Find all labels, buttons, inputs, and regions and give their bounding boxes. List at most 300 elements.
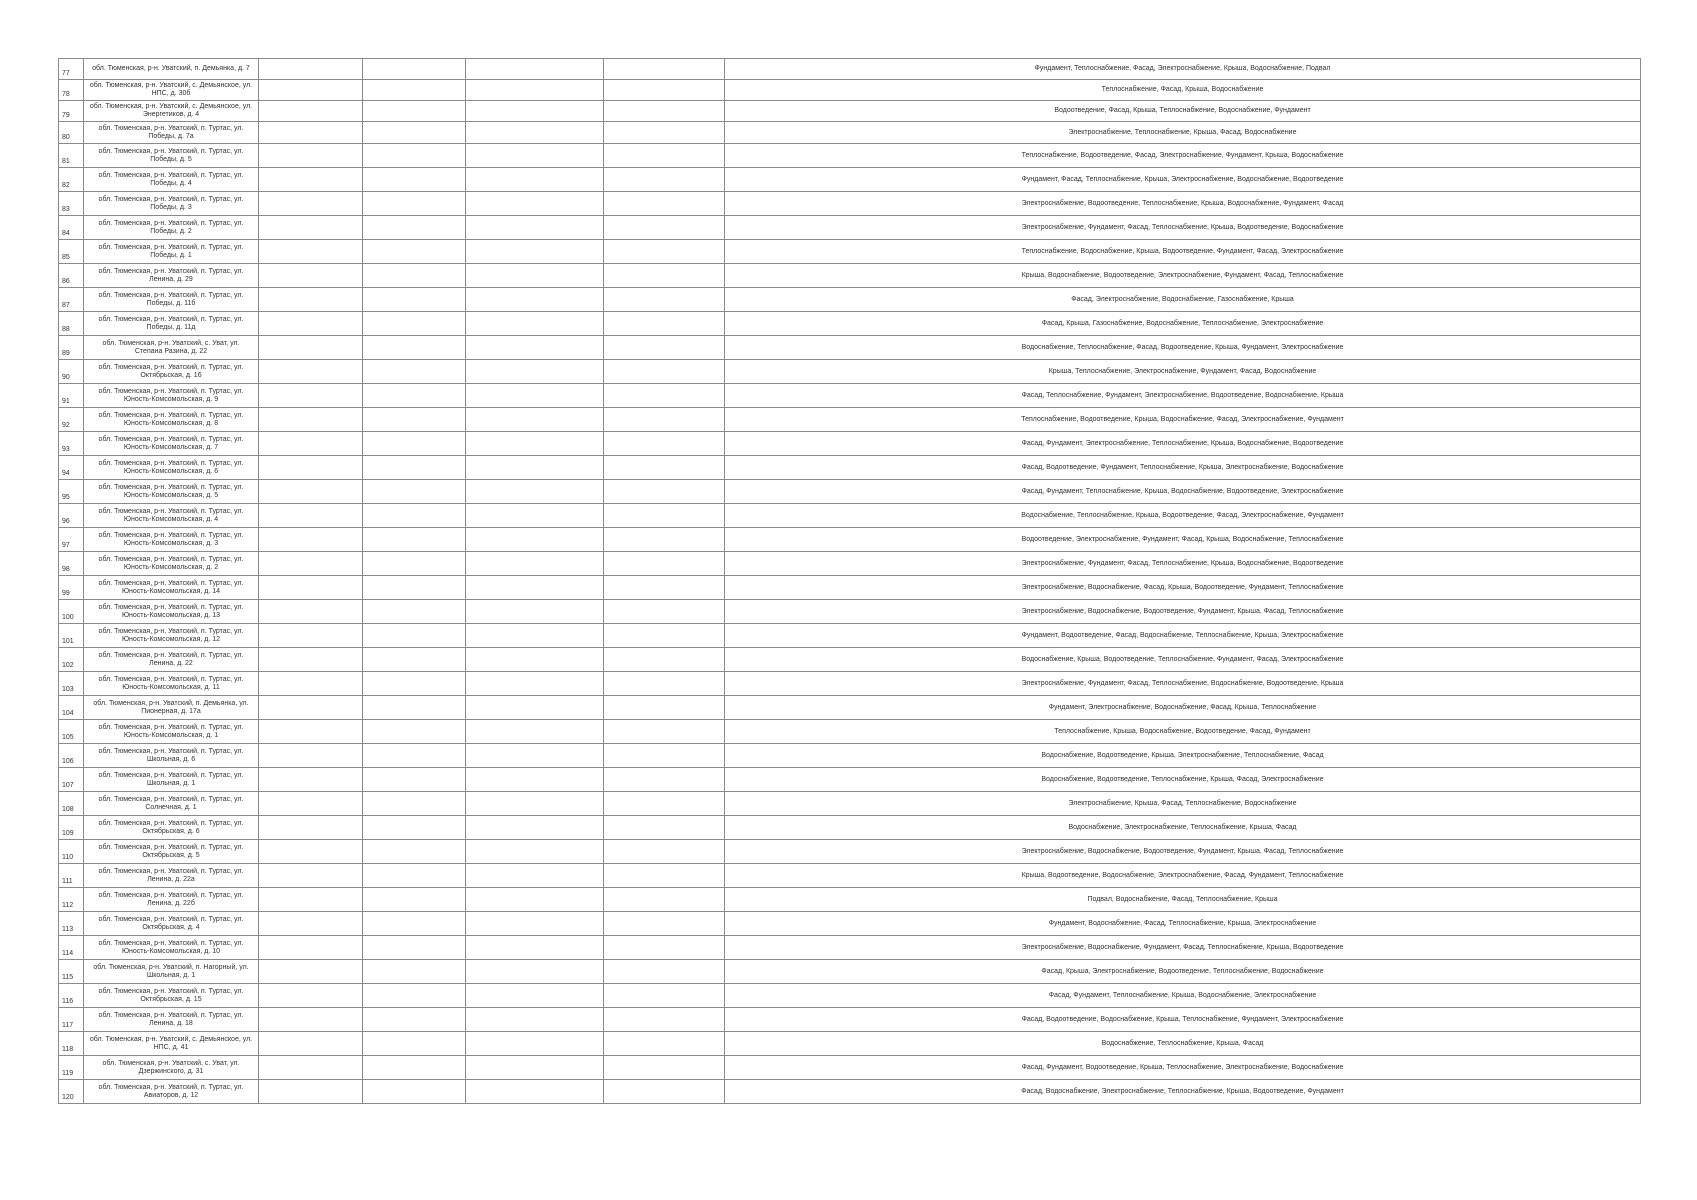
empty-cell <box>259 1056 363 1080</box>
row-number: 113 <box>59 912 84 936</box>
row-number: 81 <box>59 144 84 168</box>
empty-cell <box>259 192 363 216</box>
empty-cell <box>604 1008 725 1032</box>
work-types-cell: Фундамент, Электроснабжение, Водоснабжение, Фасад, Крыша, Теплоснабжение <box>725 696 1641 720</box>
empty-cell <box>604 80 725 101</box>
address-cell: обл. Тюменская, р-н. Уватский, п. Туртас, ул. Юность-Комсомольская, д. 9 <box>84 384 259 408</box>
address-cell: обл. Тюменская, р-н. Уватский, п. Туртас, ул. Юность-Комсомольская, д. 12 <box>84 624 259 648</box>
work-types-cell: Водоснабжение, Электроснабжение, Теплоснабжение, Крыша, Фасад <box>725 816 1641 840</box>
empty-cell <box>466 168 604 192</box>
address-cell: обл. Тюменская, р-н. Уватский, п. Туртас, ул. Юность-Комсомольская, д. 5 <box>84 480 259 504</box>
address-cell: обл. Тюменская, р-н. Уватский, п. Туртас, ул. Победы, д. 11д <box>84 312 259 336</box>
address-cell: обл. Тюменская, р-н. Уватский, п. Туртас, ул. Победы, д. 2 <box>84 216 259 240</box>
work-types-cell: Фасад, Электроснабжение, Водоснабжение, Газоснабжение, Крыша <box>725 288 1641 312</box>
row-number: 93 <box>59 432 84 456</box>
empty-cell <box>363 792 466 816</box>
table-row <box>59 768 1641 792</box>
address-cell: обл. Тюменская, р-н. Уватский, с. Демьянское, ул. НПС, д. 30б <box>84 80 259 101</box>
empty-cell <box>604 312 725 336</box>
empty-cell <box>259 960 363 984</box>
work-types-cell: Теплоснабжение, Фасад, Крыша, Водоснабжение <box>725 80 1641 101</box>
address-cell: обл. Тюменская, р-н. Уватский, п. Туртас, ул. Октябрьская, д. 4 <box>84 912 259 936</box>
table-row <box>59 480 1641 504</box>
empty-cell <box>466 360 604 384</box>
empty-cell <box>363 744 466 768</box>
empty-cell <box>604 216 725 240</box>
empty-cell <box>259 696 363 720</box>
empty-cell <box>604 912 725 936</box>
empty-cell <box>363 936 466 960</box>
empty-cell <box>363 960 466 984</box>
work-types-cell: Подвал, Водоснабжение, Фасад, Теплоснабжение, Крыша <box>725 888 1641 912</box>
table-row <box>59 696 1641 720</box>
address-cell: обл. Тюменская, р-н. Уватский, п. Туртас, ул. Юность-Комсомольская, д. 11 <box>84 672 259 696</box>
work-types-cell: Электроснабжение, Фундамент, Фасад, Теплоснабжение, Крыша, Водоснабжение, Водоотведение <box>725 552 1641 576</box>
empty-cell <box>363 59 466 80</box>
work-types-cell: Фасад, Фундамент, Электроснабжение, Теплоснабжение, Крыша, Водоснабжение, Водоотведение <box>725 432 1641 456</box>
empty-cell <box>363 456 466 480</box>
empty-cell <box>363 648 466 672</box>
work-types-cell: Фундамент, Теплоснабжение, Фасад, Электроснабжение, Крыша, Водоснабжение, Подвал <box>725 59 1641 80</box>
row-number: 104 <box>59 696 84 720</box>
empty-cell <box>604 360 725 384</box>
empty-cell <box>466 59 604 80</box>
address-cell: обл. Тюменская, р-н. Уватский, п. Туртас, ул. Победы, д. 3 <box>84 192 259 216</box>
row-number: 82 <box>59 168 84 192</box>
row-number: 85 <box>59 240 84 264</box>
table-row <box>59 240 1641 264</box>
empty-cell <box>363 864 466 888</box>
empty-cell <box>259 480 363 504</box>
table-row <box>59 528 1641 552</box>
work-types-cell: Фасад, Фундамент, Теплоснабжение, Крыша, Водоснабжение, Электроснабжение <box>725 984 1641 1008</box>
address-cell: обл. Тюменская, р-н. Уватский, п. Туртас, ул. Ленина, д. 29 <box>84 264 259 288</box>
empty-cell <box>259 101 363 122</box>
empty-cell <box>466 504 604 528</box>
empty-cell <box>259 240 363 264</box>
row-number: 78 <box>59 80 84 101</box>
empty-cell <box>604 840 725 864</box>
empty-cell <box>259 600 363 624</box>
work-types-cell: Водоснабжение, Теплоснабжение, Крыша, Фасад <box>725 1032 1641 1056</box>
empty-cell <box>466 936 604 960</box>
empty-cell <box>604 888 725 912</box>
empty-cell <box>363 264 466 288</box>
empty-cell <box>604 122 725 144</box>
empty-cell <box>259 912 363 936</box>
empty-cell <box>604 384 725 408</box>
work-types-cell: Электроснабжение, Водоснабжение, Водоотведение, Фундамент, Крыша, Фасад, Теплоснабжение <box>725 840 1641 864</box>
row-number: 90 <box>59 360 84 384</box>
empty-cell <box>363 216 466 240</box>
row-number: 96 <box>59 504 84 528</box>
row-number: 99 <box>59 576 84 600</box>
table-row <box>59 720 1641 744</box>
empty-cell <box>259 216 363 240</box>
empty-cell <box>259 816 363 840</box>
empty-cell <box>259 624 363 648</box>
work-types-cell: Водоснабжение, Теплоснабжение, Фасад, Водоотведение, Крыша, Фундамент, Электроснабжение <box>725 336 1641 360</box>
empty-cell <box>466 216 604 240</box>
table-row <box>59 144 1641 168</box>
row-number: 118 <box>59 1032 84 1056</box>
table-row <box>59 360 1641 384</box>
empty-cell <box>466 648 604 672</box>
empty-cell <box>259 456 363 480</box>
empty-cell <box>363 288 466 312</box>
empty-cell <box>604 1032 725 1056</box>
empty-cell <box>466 264 604 288</box>
empty-cell <box>363 240 466 264</box>
empty-cell <box>259 360 363 384</box>
address-cell: обл. Тюменская, р-н. Уватский, п. Туртас, ул. Юность-Комсомольская, д. 10 <box>84 936 259 960</box>
row-number: 95 <box>59 480 84 504</box>
empty-cell <box>363 1032 466 1056</box>
table-row <box>59 552 1641 576</box>
empty-cell <box>604 101 725 122</box>
repair-schedule-table <box>58 58 1641 1104</box>
empty-cell <box>259 720 363 744</box>
table-row <box>59 192 1641 216</box>
work-types-cell: Крыша, Водоснабжение, Водоотведение, Электроснабжение, Фундамент, Фасад, Теплоснабжение <box>725 264 1641 288</box>
empty-cell <box>259 144 363 168</box>
empty-cell <box>466 1056 604 1080</box>
table-row <box>59 288 1641 312</box>
row-number: 103 <box>59 672 84 696</box>
address-cell: обл. Тюменская, р-н. Уватский, п. Туртас, ул. Ленина, д. 22а <box>84 864 259 888</box>
row-number: 86 <box>59 264 84 288</box>
table-body <box>59 59 1641 1104</box>
empty-cell <box>604 552 725 576</box>
empty-cell <box>259 792 363 816</box>
address-cell: обл. Тюменская, р-н. Уватский, п. Туртас, ул. Юность-Комсомольская, д. 6 <box>84 456 259 480</box>
work-types-cell: Фасад, Водоснабжение, Электроснабжение, Теплоснабжение, Крыша, Водоотведение, Фундамент <box>725 1080 1641 1104</box>
empty-cell <box>466 528 604 552</box>
work-types-cell: Теплоснабжение, Водоснабжение, Крыша, Водоотведение, Фундамент, Фасад, Электроснабжение <box>725 240 1641 264</box>
table-row <box>59 312 1641 336</box>
empty-cell <box>466 888 604 912</box>
table-row <box>59 1080 1641 1104</box>
row-number: 97 <box>59 528 84 552</box>
empty-cell <box>466 144 604 168</box>
address-cell: обл. Тюменская, р-н. Уватский, с. Уват, ул. Дзержинского, д. 31 <box>84 1056 259 1080</box>
row-number: 80 <box>59 122 84 144</box>
address-cell: обл. Тюменская, р-н. Уватский, с. Демьянское, ул. НПС, д. 41 <box>84 1032 259 1056</box>
work-types-cell: Фасад, Водоотведение, Фундамент, Теплоснабжение, Крыша, Электроснабжение, Водоснабжение <box>725 456 1641 480</box>
table-row <box>59 864 1641 888</box>
empty-cell <box>259 1032 363 1056</box>
work-types-cell: Теплоснабжение, Водоотведение, Крыша, Водоснабжение, Фасад, Электроснабжение, Фундамент <box>725 408 1641 432</box>
row-number: 107 <box>59 768 84 792</box>
empty-cell <box>604 336 725 360</box>
empty-cell <box>604 720 725 744</box>
empty-cell <box>466 480 604 504</box>
empty-cell <box>466 1080 604 1104</box>
empty-cell <box>466 672 604 696</box>
table-row <box>59 101 1641 122</box>
table-row <box>59 216 1641 240</box>
empty-cell <box>363 336 466 360</box>
table-row <box>59 576 1641 600</box>
row-number: 91 <box>59 384 84 408</box>
address-cell: обл. Тюменская, р-н. Уватский, п. Туртас, ул. Юность-Комсомольская, д. 2 <box>84 552 259 576</box>
empty-cell <box>466 192 604 216</box>
table-row <box>59 168 1641 192</box>
address-cell: обл. Тюменская, р-н. Уватский, п. Туртас, ул. Победы, д. 4 <box>84 168 259 192</box>
empty-cell <box>466 456 604 480</box>
work-types-cell: Электроснабжение, Фундамент, Фасад, Теплоснабжение, Водоснабжение, Водоотведение, Крыша <box>725 672 1641 696</box>
empty-cell <box>259 864 363 888</box>
empty-cell <box>604 528 725 552</box>
empty-cell <box>466 768 604 792</box>
empty-cell <box>466 312 604 336</box>
row-number: 94 <box>59 456 84 480</box>
work-types-cell: Фасад, Фундамент, Водоотведение, Крыша, Теплоснабжение, Электроснабжение, Водоснабжение <box>725 1056 1641 1080</box>
empty-cell <box>466 960 604 984</box>
empty-cell <box>363 528 466 552</box>
empty-cell <box>466 624 604 648</box>
address-cell: обл. Тюменская, р-н. Уватский, п. Туртас, ул. Ленина, д. 22 <box>84 648 259 672</box>
table-row <box>59 408 1641 432</box>
table-row <box>59 600 1641 624</box>
empty-cell <box>466 816 604 840</box>
empty-cell <box>604 576 725 600</box>
row-number: 110 <box>59 840 84 864</box>
empty-cell <box>363 720 466 744</box>
table-row <box>59 912 1641 936</box>
row-number: 79 <box>59 101 84 122</box>
empty-cell <box>259 59 363 80</box>
row-number: 116 <box>59 984 84 1008</box>
empty-cell <box>604 792 725 816</box>
address-cell: обл. Тюменская, р-н. Уватский, п. Туртас, ул. Юность-Комсомольская, д. 7 <box>84 432 259 456</box>
table-row <box>59 504 1641 528</box>
address-cell: обл. Тюменская, р-н. Уватский, п. Туртас, ул. Юность-Комсомольская, д. 4 <box>84 504 259 528</box>
work-types-cell: Электроснабжение, Водоснабжение, Водоотведение, Фундамент, Крыша, Фасад, Теплоснабжение <box>725 600 1641 624</box>
work-types-cell: Теплоснабжение, Крыша, Водоснабжение, Водоотведение, Фасад, Фундамент <box>725 720 1641 744</box>
row-number: 77 <box>59 59 84 80</box>
empty-cell <box>466 720 604 744</box>
address-cell: обл. Тюменская, р-н. Уватский, п. Туртас, ул. Юность-Комсомольская, д. 3 <box>84 528 259 552</box>
row-number: 117 <box>59 1008 84 1032</box>
row-number: 106 <box>59 744 84 768</box>
work-types-cell: Фасад, Крыша, Электроснабжение, Водоотведение, Теплоснабжение, Водоснабжение <box>725 960 1641 984</box>
address-cell: обл. Тюменская, р-н. Уватский, п. Туртас, ул. Октябрьская, д. 6 <box>84 816 259 840</box>
row-number: 120 <box>59 1080 84 1104</box>
row-number: 115 <box>59 960 84 984</box>
address-cell: обл. Тюменская, р-н. Уватский, п. Демьянка, ул. Пионерная, д. 17а <box>84 696 259 720</box>
empty-cell <box>363 696 466 720</box>
address-cell: обл. Тюменская, р-н. Уватский, п. Туртас, ул. Школьная, д. 6 <box>84 744 259 768</box>
work-types-cell: Электроснабжение, Теплоснабжение, Крыша, Фасад, Водоснабжение <box>725 122 1641 144</box>
empty-cell <box>466 240 604 264</box>
empty-cell <box>259 80 363 101</box>
empty-cell <box>259 264 363 288</box>
work-types-cell: Фундамент, Фасад, Теплоснабжение, Крыша, Электроснабжение, Водоснабжение, Водоотведение <box>725 168 1641 192</box>
empty-cell <box>259 504 363 528</box>
empty-cell <box>363 672 466 696</box>
table-row <box>59 1032 1641 1056</box>
empty-cell <box>466 864 604 888</box>
row-number: 92 <box>59 408 84 432</box>
address-cell: обл. Тюменская, р-н. Уватский, п. Туртас, ул. Авиаторов, д. 12 <box>84 1080 259 1104</box>
table-row <box>59 840 1641 864</box>
row-number: 109 <box>59 816 84 840</box>
empty-cell <box>363 1080 466 1104</box>
empty-cell <box>259 432 363 456</box>
empty-cell <box>259 576 363 600</box>
table-row <box>59 59 1641 80</box>
empty-cell <box>604 144 725 168</box>
empty-cell <box>363 888 466 912</box>
empty-cell <box>604 984 725 1008</box>
work-types-cell: Электроснабжение, Водоотведение, Теплоснабжение, Крыша, Водоснабжение, Фундамент, Фасад <box>725 192 1641 216</box>
empty-cell <box>466 984 604 1008</box>
address-cell: обл. Тюменская, р-н. Уватский, п. Нагорный, ул. Школьная, д. 1 <box>84 960 259 984</box>
empty-cell <box>363 984 466 1008</box>
empty-cell <box>466 432 604 456</box>
address-cell: обл. Тюменская, р-н. Уватский, п. Демьянка, д. 7 <box>84 59 259 80</box>
address-cell: обл. Тюменская, р-н. Уватский, п. Туртас, ул. Юность-Комсомольская, д. 13 <box>84 600 259 624</box>
empty-cell <box>363 504 466 528</box>
empty-cell <box>363 600 466 624</box>
row-number: 101 <box>59 624 84 648</box>
address-cell: обл. Тюменская, р-н. Уватский, п. Туртас, ул. Победы, д. 5 <box>84 144 259 168</box>
empty-cell <box>466 792 604 816</box>
work-types-cell: Фасад, Теплоснабжение, Фундамент, Электроснабжение, Водоотведение, Водоснабжение, Крыша <box>725 384 1641 408</box>
empty-cell <box>466 384 604 408</box>
row-number: 111 <box>59 864 84 888</box>
empty-cell <box>604 192 725 216</box>
empty-cell <box>604 1080 725 1104</box>
address-cell: обл. Тюменская, р-н. Уватский, п. Туртас, ул. Юность-Комсомольская, д. 8 <box>84 408 259 432</box>
empty-cell <box>466 840 604 864</box>
address-cell: обл. Тюменская, р-н. Уватский, п. Туртас, ул. Победы, д. 1 <box>84 240 259 264</box>
address-cell: обл. Тюменская, р-н. Уватский, п. Туртас, ул. Юность-Комсомольская, д. 1 <box>84 720 259 744</box>
address-cell: обл. Тюменская, р-н. Уватский, п. Туртас, ул. Школьная, д. 1 <box>84 768 259 792</box>
empty-cell <box>363 480 466 504</box>
address-cell: обл. Тюменская, р-н. Уватский, п. Туртас, ул. Октябрьская, д. 5 <box>84 840 259 864</box>
work-types-cell: Водоотведение, Фасад, Крыша, Теплоснабжение, Водоснабжение, Фундамент <box>725 101 1641 122</box>
work-types-cell: Электроснабжение, Фундамент, Фасад, Теплоснабжение, Крыша, Водоотведение, Водоснабжение <box>725 216 1641 240</box>
empty-cell <box>259 888 363 912</box>
row-number: 105 <box>59 720 84 744</box>
empty-cell <box>363 312 466 336</box>
address-cell: обл. Тюменская, р-н. Уватский, п. Туртас, ул. Победы, д. 7а <box>84 122 259 144</box>
empty-cell <box>466 80 604 101</box>
work-types-cell: Водоснабжение, Теплоснабжение, Крыша, Водоотведение, Фасад, Электроснабжение, Фундамент <box>725 504 1641 528</box>
empty-cell <box>363 408 466 432</box>
row-number: 119 <box>59 1056 84 1080</box>
table-row <box>59 648 1641 672</box>
empty-cell <box>259 408 363 432</box>
empty-cell <box>466 912 604 936</box>
empty-cell <box>259 384 363 408</box>
empty-cell <box>604 960 725 984</box>
empty-cell <box>363 80 466 101</box>
empty-cell <box>466 1008 604 1032</box>
row-number: 98 <box>59 552 84 576</box>
empty-cell <box>604 672 725 696</box>
table-row <box>59 384 1641 408</box>
empty-cell <box>363 768 466 792</box>
empty-cell <box>604 696 725 720</box>
empty-cell <box>466 336 604 360</box>
empty-cell <box>259 744 363 768</box>
empty-cell <box>363 122 466 144</box>
empty-cell <box>259 312 363 336</box>
row-number: 100 <box>59 600 84 624</box>
empty-cell <box>363 552 466 576</box>
empty-cell <box>466 122 604 144</box>
row-number: 114 <box>59 936 84 960</box>
address-cell: обл. Тюменская, р-н. Уватский, п. Туртас, ул. Ленина, д. 22б <box>84 888 259 912</box>
empty-cell <box>604 648 725 672</box>
empty-cell <box>466 408 604 432</box>
work-types-cell: Крыша, Теплоснабжение, Электроснабжение, Фундамент, Фасад, Водоснабжение <box>725 360 1641 384</box>
empty-cell <box>604 59 725 80</box>
row-number: 108 <box>59 792 84 816</box>
work-types-cell: Теплоснабжение, Водоотведение, Фасад, Электроснабжение, Фундамент, Крыша, Водоснабжение <box>725 144 1641 168</box>
empty-cell <box>259 528 363 552</box>
empty-cell <box>466 576 604 600</box>
empty-cell <box>363 816 466 840</box>
empty-cell <box>604 408 725 432</box>
work-types-cell: Фундамент, Водоснабжение, Фасад, Теплоснабжение, Крыша, Электроснабжение <box>725 912 1641 936</box>
empty-cell <box>466 696 604 720</box>
empty-cell <box>604 264 725 288</box>
empty-cell <box>466 552 604 576</box>
empty-cell <box>363 168 466 192</box>
empty-cell <box>259 1008 363 1032</box>
empty-cell <box>466 600 604 624</box>
empty-cell <box>604 288 725 312</box>
empty-cell <box>259 552 363 576</box>
work-types-cell: Водоснабжение, Водоотведение, Теплоснабжение, Крыша, Фасад, Электроснабжение <box>725 768 1641 792</box>
empty-cell <box>259 288 363 312</box>
empty-cell <box>604 936 725 960</box>
work-types-cell: Водоснабжение, Крыша, Водоотведение, Теплоснабжение, Фундамент, Фасад, Электроснабжение <box>725 648 1641 672</box>
table-row <box>59 80 1641 101</box>
empty-cell <box>363 840 466 864</box>
table-row <box>59 122 1641 144</box>
table-row <box>59 960 1641 984</box>
empty-cell <box>363 1056 466 1080</box>
table-row <box>59 432 1641 456</box>
work-types-cell: Фасад, Фундамент, Теплоснабжение, Крыша, Водоснабжение, Водоотведение, Электроснабжение <box>725 480 1641 504</box>
address-cell: обл. Тюменская, р-н. Уватский, п. Туртас, ул. Юность-Комсомольская, д. 14 <box>84 576 259 600</box>
empty-cell <box>604 432 725 456</box>
empty-cell <box>604 1056 725 1080</box>
row-number: 89 <box>59 336 84 360</box>
work-types-cell: Фасад, Крыша, Газоснабжение, Водоснабжение, Теплоснабжение, Электроснабжение <box>725 312 1641 336</box>
row-number: 88 <box>59 312 84 336</box>
address-cell: обл. Тюменская, р-н. Уватский, п. Туртас, ул. Победы, д. 11б <box>84 288 259 312</box>
empty-cell <box>363 101 466 122</box>
table-row <box>59 792 1641 816</box>
table-row <box>59 936 1641 960</box>
empty-cell <box>259 168 363 192</box>
empty-cell <box>466 288 604 312</box>
empty-cell <box>466 744 604 768</box>
table-row <box>59 264 1641 288</box>
empty-cell <box>604 240 725 264</box>
empty-cell <box>604 480 725 504</box>
empty-cell <box>604 768 725 792</box>
empty-cell <box>259 648 363 672</box>
table-row <box>59 624 1641 648</box>
address-cell: обл. Тюменская, р-н. Уватский, п. Туртас, ул. Ленина, д. 18 <box>84 1008 259 1032</box>
